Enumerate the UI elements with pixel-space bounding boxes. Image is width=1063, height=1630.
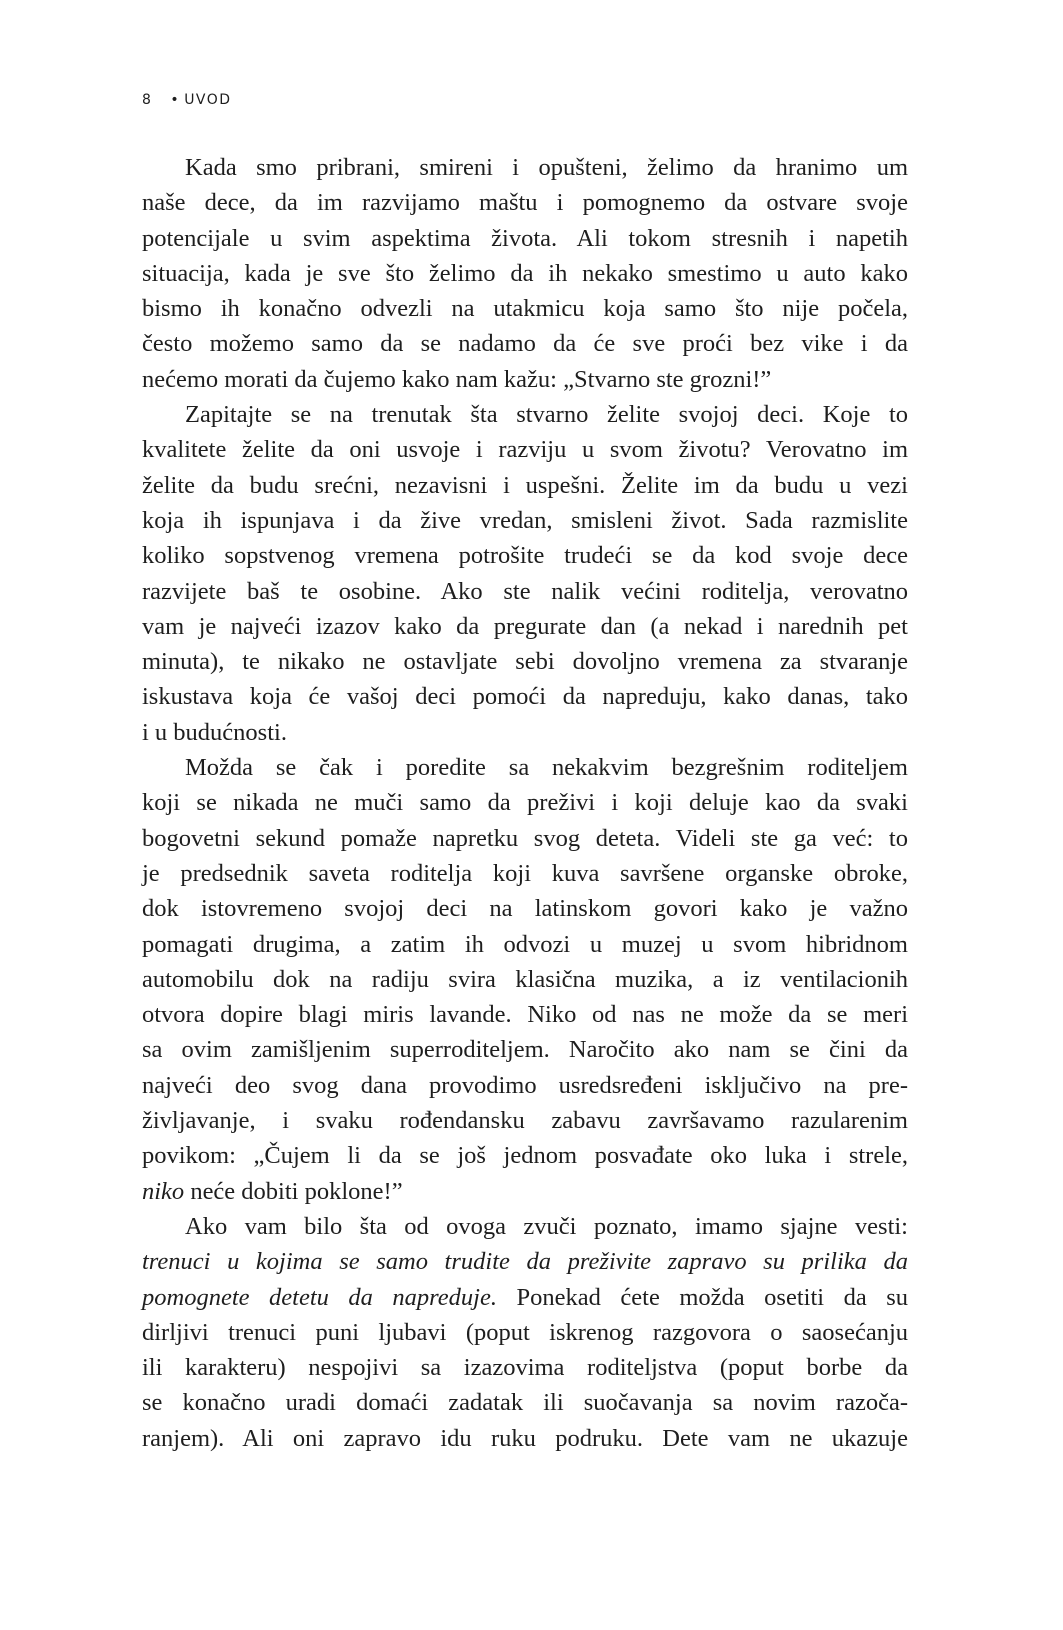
header-bullet: •: [170, 92, 181, 108]
text-run: neće dobiti poklone!”: [184, 1177, 403, 1205]
text-run: potencijale u svim aspektima života. Ali tokom stresnih i napetih: [142, 224, 908, 252]
text-line: [142, 997, 908, 1032]
text-run: življavanje, i svaku rođendansku zabavu završavamo razularenim: [142, 1107, 908, 1135]
text-run: ranjem). Ali oni zapravo idu ruku podruku. Dete vam ne ukazuje: [142, 1424, 908, 1452]
text-line: [142, 856, 908, 891]
page-number: 8: [142, 92, 153, 108]
paragraph: [142, 397, 908, 750]
text-line: [142, 256, 908, 291]
text-line: [142, 1032, 908, 1067]
text-run: Zapitajte se na trenutak šta stvarno želite svojoj deci. Koje to: [185, 401, 908, 429]
text-line: [142, 503, 908, 538]
text-run: iskustava koja će vašoj deci pomoći da napreduju, kako danas, tako: [142, 683, 908, 711]
text-line: [142, 785, 908, 820]
text-line: [142, 291, 908, 326]
text-run: minuta), te nikako ne ostavljate sebi dovoljno vremena za stvaranje: [142, 648, 908, 676]
text-line: [142, 927, 908, 962]
text-line: [142, 326, 908, 361]
text-line: [142, 962, 908, 997]
text-run: dok istovremeno svojoj deci na latinskom govori kako je važno: [142, 895, 908, 923]
body-text: [142, 150, 908, 1456]
text-run: bismo ih konačno odvezli na utakmicu koja samo što nije počela,: [142, 295, 908, 323]
text-line: [142, 891, 908, 926]
paragraph: [142, 750, 908, 1209]
text-run: razvijete baš te osobine. Ako ste nalik većini roditelja, verovatno: [142, 577, 908, 605]
text-run: situacija, kada je sve što želimo da ih nekako smestimo u auto kako: [142, 259, 908, 287]
text-line: [142, 1315, 908, 1350]
text-run: često možemo samo da se nadamo da će sve proći bez vike i da: [142, 330, 908, 358]
text-line: [142, 1385, 908, 1420]
text-line: [142, 397, 908, 432]
text-run: otvora dopire blagi miris lavande. Niko od nas ne može da se meri: [142, 1001, 908, 1029]
text-line: [142, 1103, 908, 1138]
text-line: [142, 1209, 908, 1244]
text-line: [142, 1280, 908, 1315]
italic-text: pomognete detetu da napreduje.: [142, 1283, 497, 1311]
text-line: [142, 1138, 908, 1173]
text-line: [142, 644, 908, 679]
text-run: Ponekad ćete možda osetiti da su: [496, 1283, 909, 1311]
text-run: Kada smo pribrani, smireni i opušteni, želimo da hranimo um: [185, 154, 908, 181]
text-line: [142, 1068, 908, 1103]
text-run: koliko sopstvenog vremena potrošite trudeći se da kod svoje dece: [142, 542, 908, 570]
italic-text: niko: [142, 1177, 185, 1205]
paragraph: [142, 150, 908, 397]
text-run: koja ih ispunjava i da žive vredan, smisleni život. Sada razmislite: [142, 506, 908, 534]
text-run: najveći deo svog dana provodimo usredsređeni isključivo na pre-: [142, 1071, 908, 1099]
text-run: vam je najveći izazov kako da pregurate dan (a nekad i narednih pet: [142, 612, 908, 640]
text-run: je predsednik saveta roditelja koji kuva savršene organske obroke,: [142, 859, 908, 887]
text-run: kvalitete želite da oni usvoje i razviju u svom životu? Verovatno im: [142, 436, 908, 464]
text-run: i u budućnosti.: [142, 718, 287, 746]
text-run: koji se nikada ne muči samo da preživi i koji deluje kao da svaki: [142, 789, 908, 817]
text-run: Ako vam bilo šta od ovoga zvuči poznato, imamo sjajne vesti:: [185, 1212, 908, 1240]
italic-text: trenuci u kojima se samo trudite da preživite zapravo su prilika da: [142, 1248, 908, 1276]
text-run: želite da budu srećni, nezavisni i uspešni. Želite im da budu u vezi: [142, 471, 908, 499]
text-line: [142, 679, 908, 714]
text-run: dirljivi trenuci puni ljubavi (poput iskrenog razgovora o saosećanju: [142, 1318, 908, 1346]
text-line: [142, 432, 908, 467]
text-run: automobilu dok na radiju svira klasična muzika, a iz ventilacionih: [142, 965, 908, 993]
text-line: [142, 468, 908, 503]
text-line: [142, 821, 908, 856]
running-header: [142, 92, 232, 108]
text-run: bogovetni sekund pomaže napretku svog deteta. Videli ste ga već: to: [142, 824, 908, 852]
text-run: se konačno uradi domaći zadatak ili suočavanja sa novim razoča-: [142, 1389, 908, 1417]
text-line: [142, 1174, 908, 1209]
text-run: povikom: „Čujem li da se još jednom posvađate oko luka i strele,: [142, 1142, 908, 1170]
text-run: nećemo morati da čujemo kako nam kažu: „Stvarno ste grozni!”: [142, 365, 772, 393]
section-title: UVOD: [184, 92, 232, 108]
text-line: [142, 574, 908, 609]
text-line: [142, 750, 908, 785]
text-line: [142, 1244, 908, 1279]
text-run: ili karakteru) nespojivi sa izazovima roditeljstva (poput borbe da: [142, 1354, 908, 1382]
text-line: [142, 609, 908, 644]
text-run: pomagati drugima, a zatim ih odvozi u muzej u svom hibridnom: [142, 930, 908, 958]
text-line: [142, 538, 908, 573]
text-line: [142, 1350, 908, 1385]
text-line: [142, 715, 908, 750]
text-line: [142, 1421, 908, 1456]
text-line: [142, 221, 908, 256]
text-run: Možda se čak i poredite sa nekakvim bezgrešnim roditeljem: [185, 754, 908, 782]
text-run: sa ovim zamišljenim superroditeljem. Naročito ako nam se čini da: [142, 1036, 908, 1064]
text-run: naše dece, da im razvijamo maštu i pomognemo da ostvare svoje: [142, 189, 908, 217]
text-line: [142, 185, 908, 220]
text-line: [142, 150, 908, 185]
paragraph: [142, 1209, 908, 1456]
text-line: [142, 362, 908, 397]
